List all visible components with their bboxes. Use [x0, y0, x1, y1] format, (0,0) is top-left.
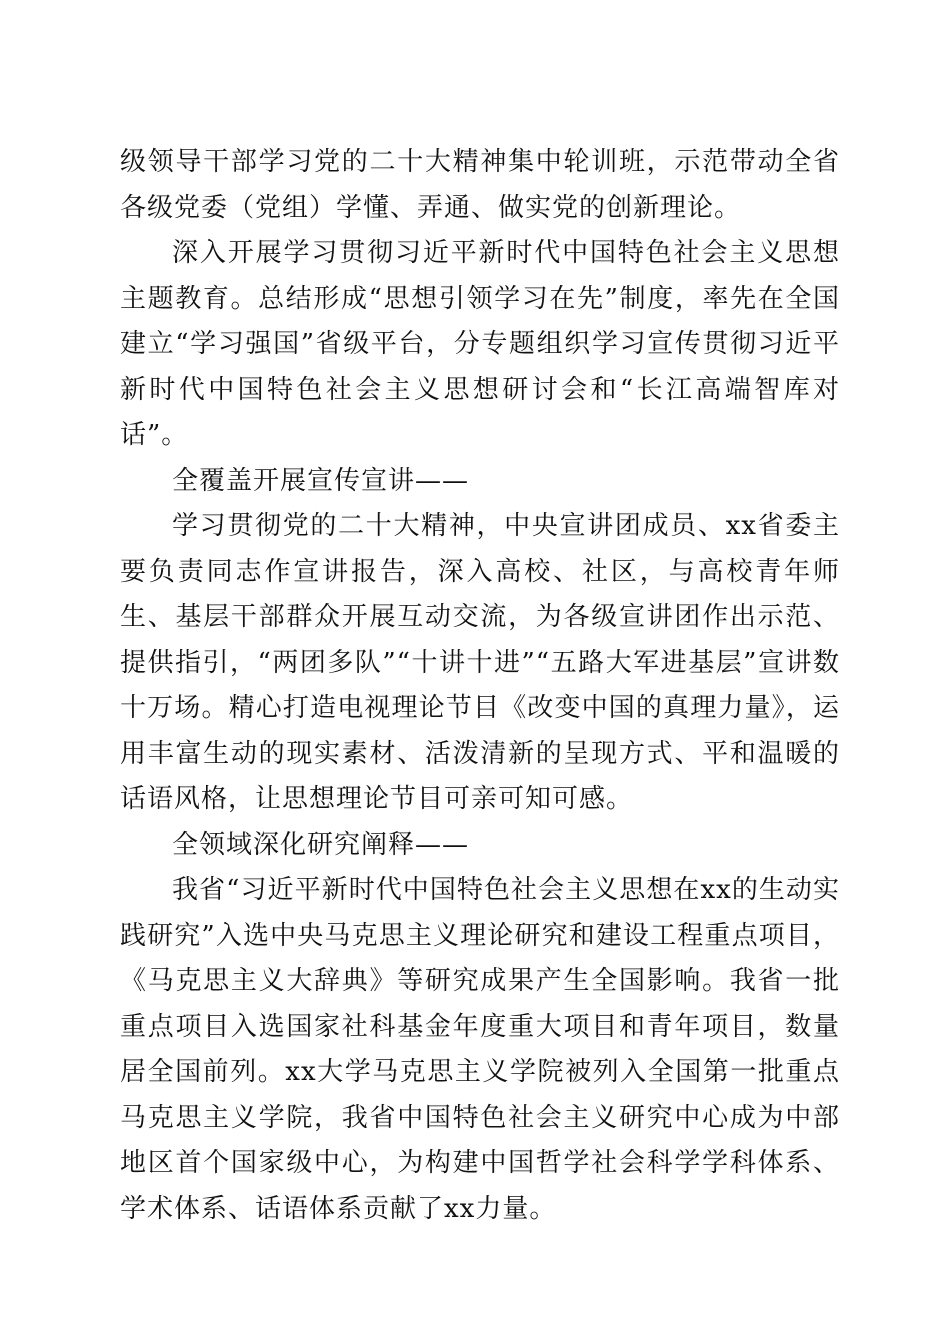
- paragraph-theme-education: 深入开展学习贯彻习近平新时代中国特色社会主义思想主题教育。总结形成“思想引领学习在先”制度，率先在全国建立“学习强国”省级平台，分专题组织学习宣传贯彻习近平新时代中国特色社会主义思想研讨会和“长江高端智库对话”。: [120, 238, 840, 450]
- paragraph-propaganda: 学习贯彻党的二十大精神，中央宣讲团成员、xx省委主要负责同志作宣讲报告，深入高校、社区，与高校青年师生、基层干部群众开展互动交流，为各级宣讲团作出示范、提供指引，“两团多队”“十讲十进”“五路大军进基层”宣讲数十万场。精心打造电视理论节目《改变中国的真理力量》，运用丰富生动的现实素材、活泼清新的呈现方式、平和温暖的话语风格，让思想理论节目可亲可知可感。: [120, 511, 840, 814]
- document-body: [120, 140, 840, 1232]
- section-heading-propaganda: 全覆盖开展宣传宣讲——: [172, 465, 470, 496]
- paragraph-research: 我省“习近平新时代中国特色社会主义思想在xx的生动实践研究”入选中央马克思主义理论研究和建设工程重点项目，《马克思主义大辞典》等研究成果产生全国影响。我省一批重点项目入选国家社科基金年度重大项目和青年项目，数量居全国前列。xx大学马克思主义学院被列入全国第一批重点马克思主义学院，我省中国特色社会主义研究中心成为中部地区首个国家级中心，为构建中国哲学社会科学学科体系、学术体系、话语体系贡献了xx力量。: [120, 875, 840, 1224]
- section-heading-research: 全领域深化研究阐释——: [172, 829, 470, 860]
- paragraph-continuation: 级领导干部学习党的二十大精神集中轮训班，示范带动全省各级党委（党组）学懂、弄通、做实党的创新理论。: [120, 147, 840, 223]
